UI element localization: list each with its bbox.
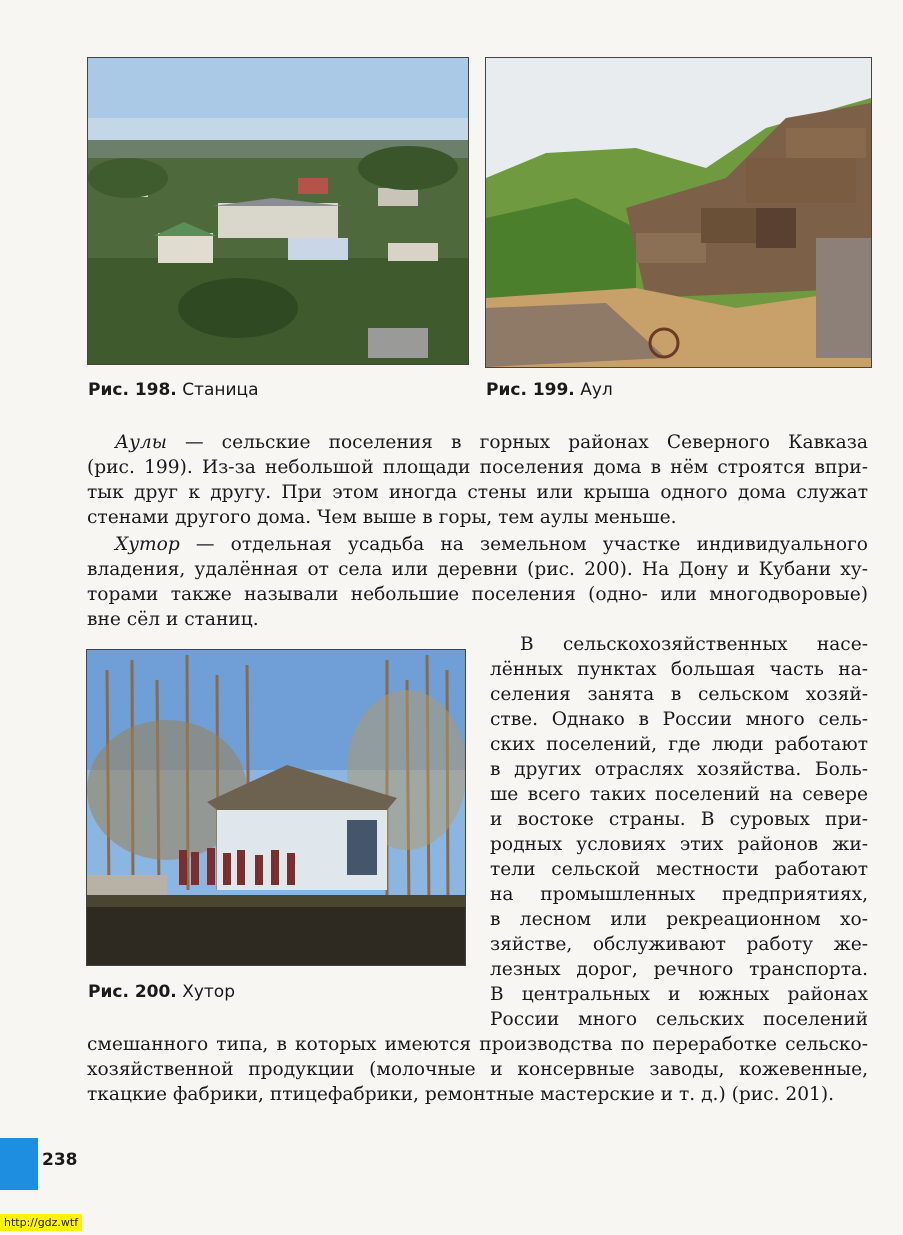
page-number: 238 <box>42 1150 78 1170</box>
figure-198-title: Станица <box>182 380 259 400</box>
paragraph-rural-wide <box>87 1032 868 1107</box>
figure-200-caption <box>88 982 235 1002</box>
text-line: смешанного типа, в которых имеются производства по переработке сельско- <box>87 1034 868 1055</box>
text-line: В центральных и южных районах <box>490 984 868 1005</box>
figure-200-title: Хутор <box>182 982 235 1002</box>
text-line: в лесном или рекреационном хо- <box>490 909 868 930</box>
watermark: http://gdz.wtf <box>0 1214 82 1231</box>
aul-photo <box>485 57 872 368</box>
text-line: селения занята в сельском хозяй- <box>490 684 868 705</box>
figure-198-number: Рис. 198. <box>88 380 177 400</box>
text-line: родных условиях этих районов жи- <box>490 834 868 855</box>
text-line: тели сельской местности работают <box>490 859 868 880</box>
stanitsa-photo <box>87 57 469 365</box>
term-auly: Аулы <box>115 432 167 453</box>
term-khutor: Хутор <box>115 534 180 555</box>
figure-199-number: Рис. 199. <box>486 380 575 400</box>
text-line: лённых пунктах большая часть на- <box>490 659 868 680</box>
text-line: торами также называли небольшие поселения (одно- или многодворовые) <box>87 584 868 605</box>
figure-199-title: Аул <box>580 380 613 400</box>
khutor-photo <box>86 649 466 966</box>
text-line: (рис. 199). Из-за небольшой площади поселения дома в нём строятся впри- <box>87 457 868 478</box>
text-line: Хутор — отдельная усадьба на земельном участке индивидуального <box>115 534 868 555</box>
text-line: стенами другого дома. Чем выше в горы, тем аулы меньше. <box>87 507 677 528</box>
figure-200-number: Рис. 200. <box>88 982 177 1002</box>
page-tab-marker <box>0 1138 38 1190</box>
figure-198-caption <box>88 380 259 400</box>
text-line: Аулы — сельские поселения в горных районах Северного Кавказа <box>115 432 868 453</box>
text-line: зяйстве, обслуживают работу же- <box>490 934 868 955</box>
text-line: владения, удалённая от села или деревни (рис. 200). На Дону и Кубани ху- <box>87 559 868 580</box>
text-line: России много сельских поселений <box>490 1009 868 1030</box>
paragraph-rural-narrow <box>490 632 868 1032</box>
text-line: в других отраслях хозяйства. Боль- <box>490 759 868 780</box>
text-line: хозяйственной продукции (молочные и консервные заводы, кожевенные, <box>87 1059 868 1080</box>
text-line: ше всего таких поселений на севере <box>490 784 868 805</box>
paragraph-khutor <box>87 532 868 632</box>
text-line: лезных дорог, речного транспорта. <box>490 959 868 980</box>
text-line: ткацкие фабрики, птицефабрики, ремонтные мастерские и т. д.) (рис. 201). <box>87 1084 835 1105</box>
text-line: вне сёл и станиц. <box>87 609 259 630</box>
text-line: ских поселений, где люди работают <box>490 734 868 755</box>
paragraph-auly <box>87 430 868 530</box>
text-line: и востоке страны. В суровых при- <box>490 809 868 830</box>
text-line: стве. Однако в России много сель- <box>490 709 868 730</box>
text-line: на промышленных предприятиях, <box>490 884 868 905</box>
figure-199-caption <box>486 380 613 400</box>
text-line: В сельскохозяйственных насе- <box>520 634 868 655</box>
text-line: тык друг к другу. При этом иногда стены или крыша одного дома служат <box>87 482 868 503</box>
